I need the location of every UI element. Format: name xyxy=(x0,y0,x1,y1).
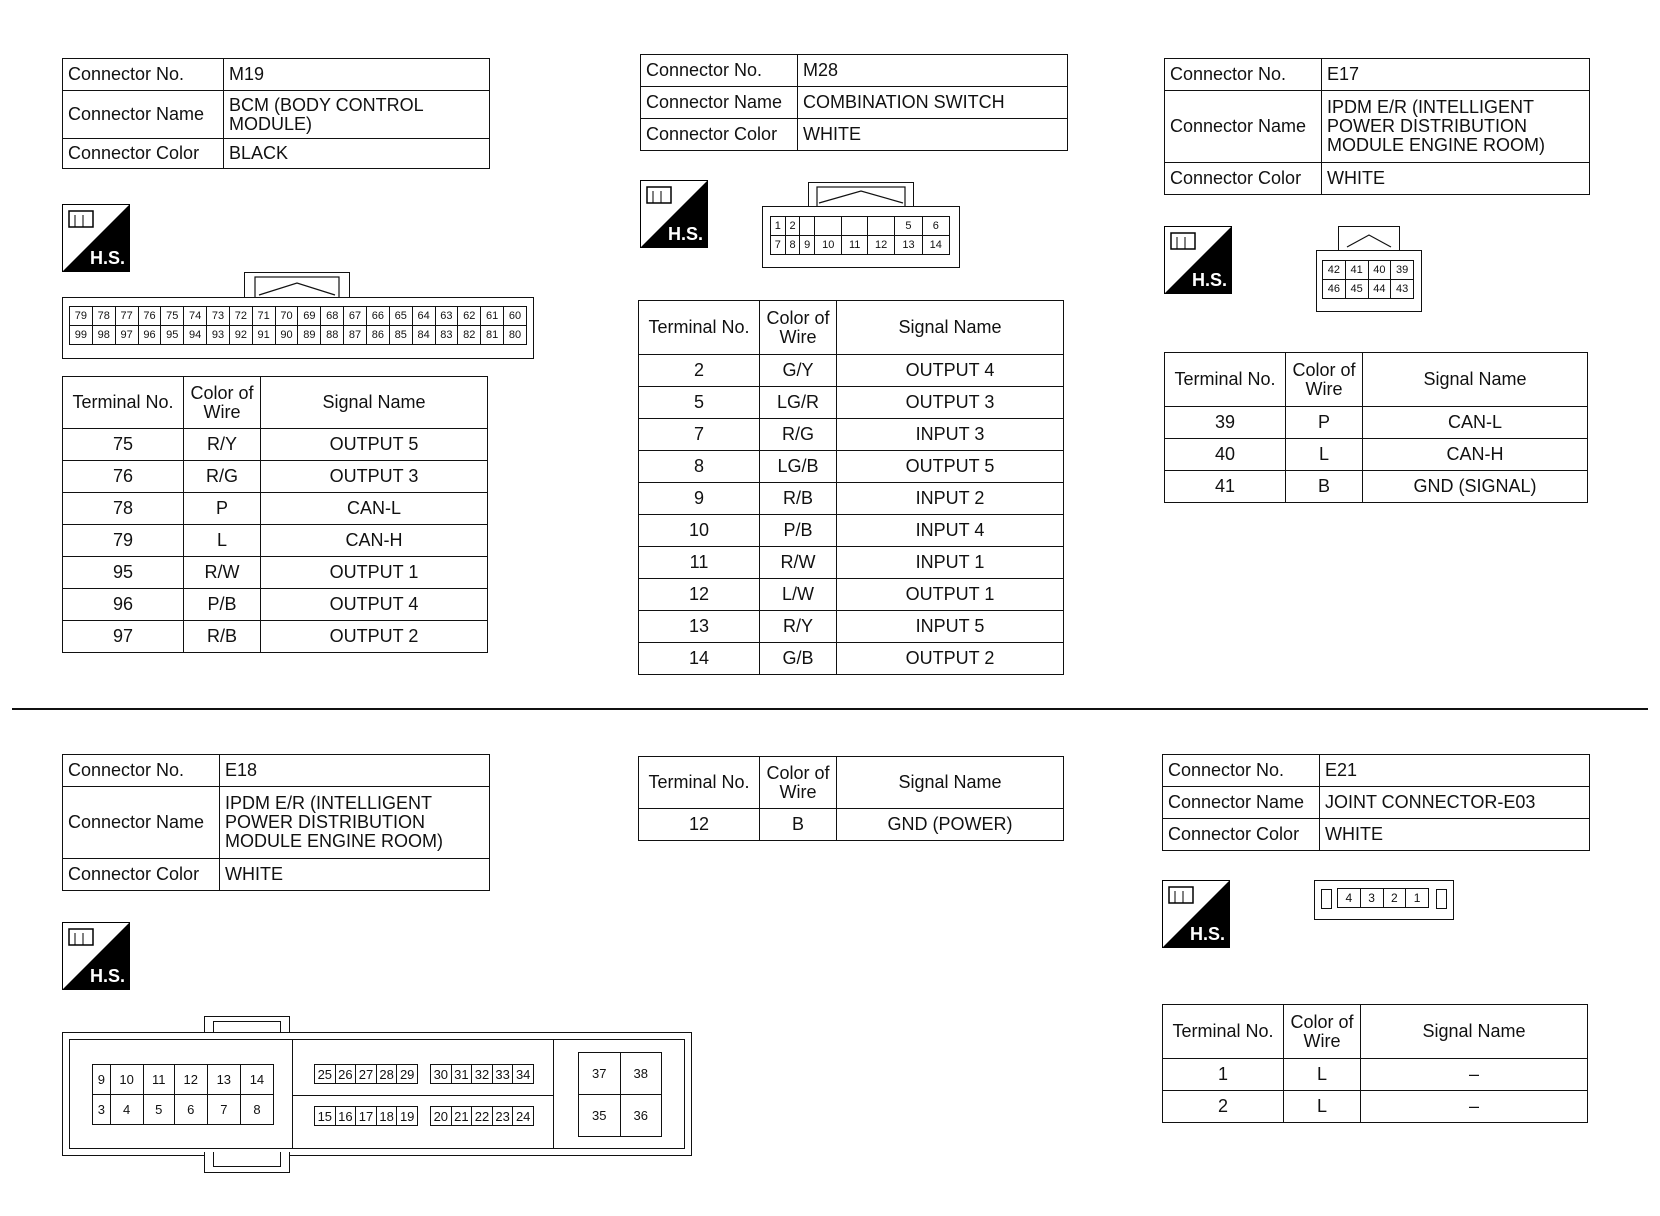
pin-cell: 76 xyxy=(138,307,161,326)
hs-icon xyxy=(1164,226,1232,294)
table-row xyxy=(639,809,1064,841)
hs-icon xyxy=(62,204,130,272)
terminal-no-cell: 96 xyxy=(63,589,184,621)
pin-cell: 66 xyxy=(366,307,389,326)
pin-cell: 69 xyxy=(298,307,321,326)
wire-color-cell: P xyxy=(184,493,261,525)
hs-icon xyxy=(1162,880,1230,948)
terminal-no-cell: 12 xyxy=(639,579,760,611)
signal-table-e21 xyxy=(1162,1004,1588,1123)
signal-table-e17 xyxy=(1164,352,1588,503)
table-row xyxy=(1163,1059,1588,1091)
header-color-of-wire: Color of Wire xyxy=(1284,1005,1361,1059)
pin-cell: 71 xyxy=(252,307,275,326)
connector-name-value: BCM (BODY CONTROL MODULE) xyxy=(224,91,490,139)
signal-name-cell: – xyxy=(1361,1091,1588,1123)
header-signal-name: Signal Name xyxy=(837,757,1064,809)
terminal-no-cell: 2 xyxy=(639,355,760,387)
table-row xyxy=(1165,439,1588,471)
hs-label: H.S. xyxy=(1189,924,1225,944)
table-row xyxy=(639,355,1064,387)
signal-name-cell: INPUT 5 xyxy=(837,611,1064,643)
pin-cell: 4 xyxy=(110,1095,143,1125)
label-connector-no: Connector No. xyxy=(641,55,798,87)
pin-cell: 24 xyxy=(513,1107,534,1126)
connector-info-e18 xyxy=(62,754,490,891)
pin-cell: 1 xyxy=(771,217,786,236)
pin-cell: 88 xyxy=(321,326,344,345)
table-row xyxy=(639,611,1064,643)
signal-name-cell: GND (POWER) xyxy=(837,809,1064,841)
pin-cell: 16 xyxy=(335,1107,356,1126)
signal-name-cell: OUTPUT 5 xyxy=(837,451,1064,483)
pin-cell: 10 xyxy=(815,236,842,255)
pin-grid-e18-right xyxy=(578,1052,662,1137)
label-connector-name: Connector Name xyxy=(641,87,798,119)
table-row xyxy=(639,515,1064,547)
pin-cell: 64 xyxy=(412,307,435,326)
signal-name-cell: OUTPUT 5 xyxy=(261,429,488,461)
wire-color-cell: L/W xyxy=(760,579,837,611)
header-signal-name: Signal Name xyxy=(261,377,488,429)
table-row xyxy=(63,461,488,493)
pin-cell: 43 xyxy=(1391,280,1414,299)
header-signal-name: Signal Name xyxy=(1363,353,1588,407)
signal-name-cell: OUTPUT 3 xyxy=(837,387,1064,419)
section-divider xyxy=(12,708,1648,710)
label-connector-no: Connector No. xyxy=(63,755,220,787)
connector-info-m19 xyxy=(62,58,490,169)
wire-color-cell: R/B xyxy=(184,621,261,653)
pin-cell xyxy=(867,217,894,236)
connector-no-value: E21 xyxy=(1320,755,1590,787)
hs-label: H.S. xyxy=(667,224,703,244)
table-row xyxy=(1165,407,1588,439)
pin-cell: 6 xyxy=(922,217,949,236)
label-connector-no: Connector No. xyxy=(1163,755,1320,787)
pin-grid-e17 xyxy=(1322,260,1414,299)
table-row xyxy=(639,387,1064,419)
connector-info-e21 xyxy=(1162,754,1590,851)
pin-grid-e18-mid-top-a xyxy=(314,1064,418,1084)
pin-grid-e18-left xyxy=(92,1064,274,1125)
pin-cell: 89 xyxy=(298,326,321,345)
terminal-no-cell: 8 xyxy=(639,451,760,483)
pin-cell: 84 xyxy=(412,326,435,345)
pin-cell: 63 xyxy=(435,307,458,326)
terminal-no-cell: 12 xyxy=(639,809,760,841)
pin-cell: 90 xyxy=(275,326,298,345)
pin-cell: 85 xyxy=(389,326,412,345)
pin-cell: 95 xyxy=(161,326,184,345)
table-row xyxy=(63,557,488,589)
connector-no-value: E17 xyxy=(1322,59,1590,91)
pin-cell: 5 xyxy=(895,217,922,236)
table-row xyxy=(639,643,1064,675)
connector-info-m28 xyxy=(640,54,1068,151)
terminal-no-cell: 7 xyxy=(639,419,760,451)
signal-name-cell: OUTPUT 4 xyxy=(837,355,1064,387)
wire-color-cell: L xyxy=(1284,1059,1361,1091)
label-connector-name: Connector Name xyxy=(63,91,224,139)
pin-cell: 78 xyxy=(92,307,115,326)
header-signal-name: Signal Name xyxy=(1361,1005,1588,1059)
pin-cell xyxy=(800,217,815,236)
label-connector-color: Connector Color xyxy=(63,139,224,169)
pin-cell: 70 xyxy=(275,307,298,326)
pin-cell: 73 xyxy=(207,307,230,326)
table-row xyxy=(639,483,1064,515)
pin-cell: 6 xyxy=(174,1095,207,1125)
pin-cell: 44 xyxy=(1368,280,1391,299)
pin-cell: 27 xyxy=(356,1065,377,1084)
header-color-of-wire: Color of Wire xyxy=(1286,353,1363,407)
pin-grid-m28 xyxy=(770,216,950,255)
terminal-no-cell: 40 xyxy=(1165,439,1286,471)
pin-cell: 36 xyxy=(620,1095,662,1137)
wire-color-cell: L xyxy=(184,525,261,557)
connector-no-value: M28 xyxy=(798,55,1068,87)
wire-color-cell: LG/B xyxy=(760,451,837,483)
terminal-no-cell: 75 xyxy=(63,429,184,461)
pin-cell: 2 xyxy=(1383,889,1406,908)
pin-cell: 39 xyxy=(1391,261,1414,280)
label-connector-no: Connector No. xyxy=(63,59,224,91)
pin-cell: 82 xyxy=(458,326,481,345)
pin-cell: 21 xyxy=(451,1107,472,1126)
signal-name-cell: CAN-L xyxy=(261,493,488,525)
label-connector-name: Connector Name xyxy=(1165,91,1322,163)
header-terminal-no: Terminal No. xyxy=(639,757,760,809)
label-connector-no: Connector No. xyxy=(1165,59,1322,91)
pin-cell: 8 xyxy=(240,1095,273,1125)
terminal-no-cell: 95 xyxy=(63,557,184,589)
pin-cell: 19 xyxy=(397,1107,418,1126)
pin-cell: 67 xyxy=(344,307,367,326)
pin-cell: 25 xyxy=(315,1065,336,1084)
pin-cell: 40 xyxy=(1368,261,1391,280)
pin-cell xyxy=(815,217,842,236)
label-connector-color: Connector Color xyxy=(641,119,798,151)
pin-cell: 68 xyxy=(321,307,344,326)
header-terminal-no: Terminal No. xyxy=(1165,353,1286,407)
pin-cell xyxy=(842,217,868,236)
terminal-no-cell: 78 xyxy=(63,493,184,525)
header-terminal-no: Terminal No. xyxy=(1163,1005,1284,1059)
signal-name-cell: OUTPUT 4 xyxy=(261,589,488,621)
pin-cell: 15 xyxy=(315,1107,336,1126)
connector-name-value: JOINT CONNECTOR-E03 xyxy=(1320,787,1590,819)
terminal-no-cell: 41 xyxy=(1165,471,1286,503)
pin-cell: 8 xyxy=(785,236,800,255)
wire-color-cell: LG/R xyxy=(760,387,837,419)
terminal-no-cell: 11 xyxy=(639,547,760,579)
pin-cell: 46 xyxy=(1323,280,1346,299)
wire-color-cell: L xyxy=(1286,439,1363,471)
terminal-no-cell: 1 xyxy=(1163,1059,1284,1091)
connector-color-value: BLACK xyxy=(224,139,490,169)
pin-cell: 99 xyxy=(70,326,93,345)
pin-cell: 35 xyxy=(579,1095,621,1137)
terminal-no-cell: 39 xyxy=(1165,407,1286,439)
signal-name-cell: CAN-H xyxy=(261,525,488,557)
pin-cell: 3 xyxy=(93,1095,111,1125)
connector-info-e17 xyxy=(1164,58,1590,195)
connector-color-value: WHITE xyxy=(1320,819,1590,851)
signal-name-cell: CAN-L xyxy=(1363,407,1588,439)
table-row xyxy=(63,621,488,653)
hs-label: H.S. xyxy=(1191,270,1227,290)
wire-color-cell: B xyxy=(760,809,837,841)
wire-color-cell: R/G xyxy=(760,419,837,451)
connector-name-value: COMBINATION SWITCH xyxy=(798,87,1068,119)
hs-icon xyxy=(640,180,708,248)
table-row xyxy=(639,547,1064,579)
connector-color-value: WHITE xyxy=(1322,163,1590,195)
pin-cell: 11 xyxy=(842,236,868,255)
pin-cell: 72 xyxy=(229,307,252,326)
pin-cell: 86 xyxy=(366,326,389,345)
pin-cell: 83 xyxy=(435,326,458,345)
wire-color-cell: R/W xyxy=(184,557,261,589)
hs-label: H.S. xyxy=(89,248,125,268)
header-terminal-no: Terminal No. xyxy=(63,377,184,429)
label-connector-color: Connector Color xyxy=(63,859,220,891)
terminal-no-cell: 97 xyxy=(63,621,184,653)
hs-icon xyxy=(62,922,130,990)
connector-name-value: IPDM E/R (INTELLIGENT POWER DISTRIBUTION MODULE ENGINE ROOM) xyxy=(220,787,490,859)
table-row xyxy=(63,589,488,621)
pin-cell: 20 xyxy=(431,1107,452,1126)
connector-no-value: E18 xyxy=(220,755,490,787)
pin-cell: 4 xyxy=(1338,889,1361,908)
table-row xyxy=(63,429,488,461)
pin-cell: 14 xyxy=(922,236,949,255)
pin-cell: 18 xyxy=(376,1107,397,1126)
pin-cell: 91 xyxy=(252,326,275,345)
pin-cell: 92 xyxy=(229,326,252,345)
pin-cell: 81 xyxy=(481,326,504,345)
signal-name-cell: OUTPUT 1 xyxy=(837,579,1064,611)
label-connector-name: Connector Name xyxy=(1163,787,1320,819)
pin-cell: 38 xyxy=(620,1053,662,1095)
header-color-of-wire: Color of Wire xyxy=(760,301,837,355)
pin-cell: 10 xyxy=(110,1065,143,1095)
pin-cell: 74 xyxy=(184,307,207,326)
pin-cell: 34 xyxy=(513,1065,534,1084)
table-row xyxy=(639,419,1064,451)
wire-color-cell: R/B xyxy=(760,483,837,515)
pin-cell: 26 xyxy=(335,1065,356,1084)
pin-cell: 17 xyxy=(356,1107,377,1126)
terminal-no-cell: 13 xyxy=(639,611,760,643)
wire-color-cell: R/W xyxy=(760,547,837,579)
pin-cell: 29 xyxy=(397,1065,418,1084)
signal-name-cell: OUTPUT 3 xyxy=(261,461,488,493)
terminal-no-cell: 14 xyxy=(639,643,760,675)
label-connector-color: Connector Color xyxy=(1165,163,1322,195)
wire-color-cell: G/B xyxy=(760,643,837,675)
signal-name-cell: CAN-H xyxy=(1363,439,1588,471)
pin-grid-e18-mid-top-b xyxy=(430,1064,534,1084)
signal-name-cell: INPUT 3 xyxy=(837,419,1064,451)
pin-cell: 75 xyxy=(161,307,184,326)
wire-color-cell: B xyxy=(1286,471,1363,503)
signal-name-cell: – xyxy=(1361,1059,1588,1091)
label-connector-color: Connector Color xyxy=(1163,819,1320,851)
pin-grid-e18-mid-bottom-a xyxy=(314,1106,418,1126)
pin-grid-m19 xyxy=(69,306,527,345)
pin-cell: 37 xyxy=(579,1053,621,1095)
pin-cell: 32 xyxy=(472,1065,493,1084)
pin-cell: 23 xyxy=(492,1107,513,1126)
label-connector-name: Connector Name xyxy=(63,787,220,859)
terminal-no-cell: 79 xyxy=(63,525,184,557)
pin-cell: 28 xyxy=(376,1065,397,1084)
pin-cell: 9 xyxy=(93,1065,111,1095)
pin-cell: 30 xyxy=(431,1065,452,1084)
terminal-no-cell: 76 xyxy=(63,461,184,493)
pin-cell: 62 xyxy=(458,307,481,326)
pin-cell: 45 xyxy=(1345,280,1368,299)
pin-cell: 42 xyxy=(1323,261,1346,280)
pin-cell: 41 xyxy=(1345,261,1368,280)
terminal-no-cell: 9 xyxy=(639,483,760,515)
pin-cell: 12 xyxy=(867,236,894,255)
connector-color-value: WHITE xyxy=(798,119,1068,151)
pin-cell: 94 xyxy=(184,326,207,345)
pin-grid-e21 xyxy=(1337,888,1429,908)
pin-cell: 12 xyxy=(174,1065,207,1095)
terminal-no-cell: 2 xyxy=(1163,1091,1284,1123)
pin-cell: 13 xyxy=(207,1065,240,1095)
pin-cell: 79 xyxy=(70,307,93,326)
pin-cell: 97 xyxy=(115,326,138,345)
wire-color-cell: R/Y xyxy=(184,429,261,461)
signal-table-e18 xyxy=(638,756,1064,841)
pin-cell: 93 xyxy=(207,326,230,345)
signal-name-cell: OUTPUT 2 xyxy=(261,621,488,653)
pin-cell: 2 xyxy=(785,217,800,236)
table-row xyxy=(639,451,1064,483)
pin-cell: 5 xyxy=(143,1095,174,1125)
pin-cell: 1 xyxy=(1406,889,1429,908)
signal-name-cell: GND (SIGNAL) xyxy=(1363,471,1588,503)
connector-latch xyxy=(244,272,350,299)
table-row xyxy=(639,579,1064,611)
header-signal-name: Signal Name xyxy=(837,301,1064,355)
header-color-of-wire: Color of Wire xyxy=(760,757,837,809)
signal-table-m28 xyxy=(638,300,1064,675)
wire-color-cell: R/G xyxy=(184,461,261,493)
pin-cell: 98 xyxy=(92,326,115,345)
signal-name-cell: OUTPUT 1 xyxy=(261,557,488,589)
pin-cell: 3 xyxy=(1360,889,1383,908)
terminal-no-cell: 10 xyxy=(639,515,760,547)
wire-color-cell: R/Y xyxy=(760,611,837,643)
connector-no-value: M19 xyxy=(224,59,490,91)
pin-cell: 31 xyxy=(451,1065,472,1084)
connector-latch xyxy=(1338,226,1400,251)
table-row xyxy=(63,493,488,525)
header-terminal-no: Terminal No. xyxy=(639,301,760,355)
pin-cell: 22 xyxy=(472,1107,493,1126)
pin-cell: 60 xyxy=(504,307,527,326)
pin-cell: 65 xyxy=(389,307,412,326)
pin-cell: 87 xyxy=(344,326,367,345)
connector-name-value: IPDM E/R (INTELLIGENT POWER DISTRIBUTION MODULE ENGINE ROOM) xyxy=(1322,91,1590,163)
signal-name-cell: INPUT 1 xyxy=(837,547,1064,579)
wire-color-cell: P/B xyxy=(760,515,837,547)
pin-cell: 80 xyxy=(504,326,527,345)
wire-color-cell: P xyxy=(1286,407,1363,439)
pin-cell: 9 xyxy=(800,236,815,255)
wire-color-cell: P/B xyxy=(184,589,261,621)
pin-cell: 96 xyxy=(138,326,161,345)
pin-cell: 13 xyxy=(895,236,922,255)
pin-cell: 7 xyxy=(207,1095,240,1125)
pin-cell: 33 xyxy=(492,1065,513,1084)
signal-table-m19 xyxy=(62,376,488,653)
pin-cell: 11 xyxy=(143,1065,174,1095)
wire-color-cell: G/Y xyxy=(760,355,837,387)
hs-label: H.S. xyxy=(89,966,125,986)
terminal-no-cell: 5 xyxy=(639,387,760,419)
connector-latch-bottom xyxy=(204,1152,290,1173)
signal-name-cell: OUTPUT 2 xyxy=(837,643,1064,675)
pin-cell: 77 xyxy=(115,307,138,326)
table-row xyxy=(1163,1091,1588,1123)
table-row xyxy=(1165,471,1588,503)
signal-name-cell: INPUT 2 xyxy=(837,483,1064,515)
pin-cell: 14 xyxy=(240,1065,273,1095)
pin-cell: 61 xyxy=(481,307,504,326)
pin-cell: 7 xyxy=(771,236,786,255)
header-color-of-wire: Color of Wire xyxy=(184,377,261,429)
connector-latch xyxy=(808,182,914,207)
connector-color-value: WHITE xyxy=(220,859,490,891)
signal-name-cell: INPUT 4 xyxy=(837,515,1064,547)
pin-grid-e18-mid-bottom-b xyxy=(430,1106,534,1126)
table-row xyxy=(63,525,488,557)
wire-color-cell: L xyxy=(1284,1091,1361,1123)
